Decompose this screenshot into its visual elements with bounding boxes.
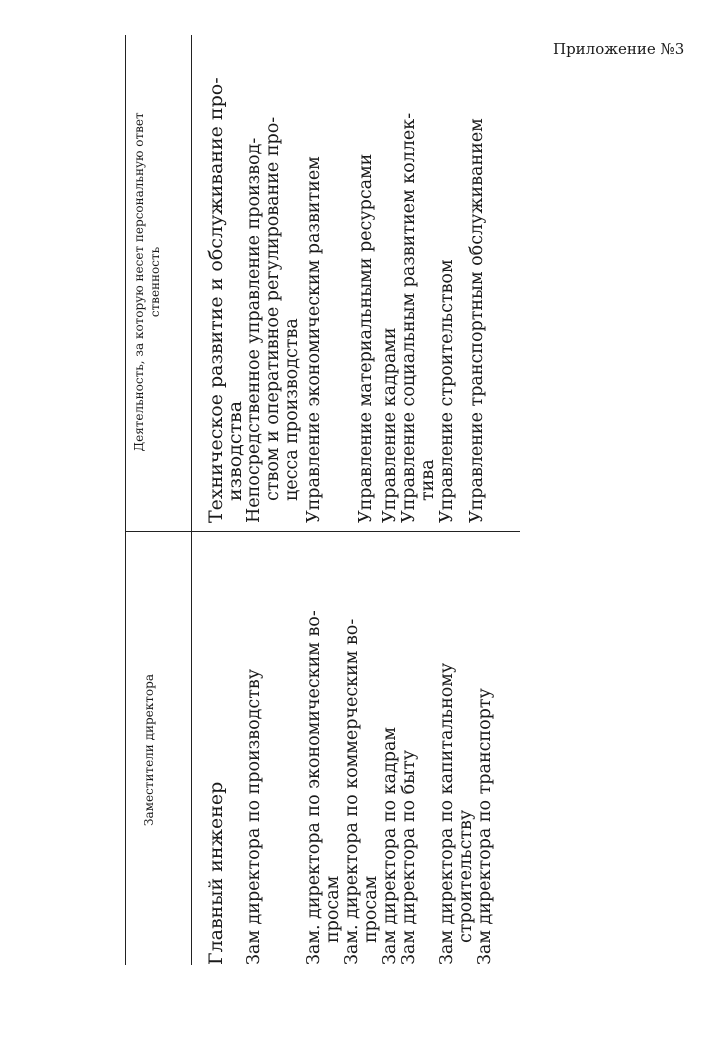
activity-line: ством и оперативное регулирование про- [263,116,283,501]
deputy-line: Зам директора по капитальному [437,662,457,965]
deputy-cell [245,565,264,965]
deputy-line: Зам директора по производству [244,668,264,965]
deputy-line: Зам. директора по коммерческим во- [342,618,362,965]
activity-line: Техническое развитие и обслуживание про- [205,77,227,523]
activity-cell [207,41,245,523]
appendix-label: Приложение №3 [553,40,685,58]
activity-line: Управление строительством [437,259,457,523]
activity-line: цесса производства [282,318,302,501]
activity-line: Управление материальными ресурсами [356,153,376,523]
activity-cell [305,41,324,523]
header-activity-line-2: ственность [148,246,162,318]
activity-line: Непосредственное управление производ- [244,137,264,523]
header-activity [125,35,191,529]
deputy-cell [343,565,381,965]
activity-line: тива [418,459,438,501]
activity-cell [400,41,438,523]
table-column-divider [125,531,520,532]
deputy-line: Зам директора по транспорту [475,688,495,965]
deputy-line: Зам директора по кадрам [380,726,400,965]
deputy-line: просам [323,875,343,943]
header-activity-line-1: Деятельность, за которую несет персональную ответ [132,112,146,452]
activity-cell [468,41,487,523]
deputy-line: Главный инженер [205,781,227,965]
deputy-cell [381,565,400,965]
deputy-line: строительству [456,809,476,943]
deputy-line: Зам директора по быту [399,749,419,965]
activity-line: Управление социальным развитием коллек- [399,112,419,523]
responsibility-table [125,35,525,965]
activity-cell [381,41,400,523]
activity-line: Управление транспортным обслуживанием [467,118,487,523]
deputy-cell [438,565,476,965]
deputy-cell [207,565,226,965]
deputy-cell [476,565,495,965]
deputy-line: просам [361,875,381,943]
deputy-cell [305,565,343,965]
deputy-cell [400,565,419,965]
rotated-table-wrapper [125,35,525,965]
header-deputies: Заместители директора [142,674,156,826]
activity-cell [357,41,376,523]
activity-line: изводства [224,400,246,501]
activity-cell [245,41,302,523]
deputy-line: Зам. директора по экономическим во- [304,610,324,965]
activity-line: Управление кадрами [380,327,400,523]
table-header-rule [191,35,192,965]
activity-cell [438,41,457,523]
activity-line: Управление экономическим развитием [304,156,324,523]
